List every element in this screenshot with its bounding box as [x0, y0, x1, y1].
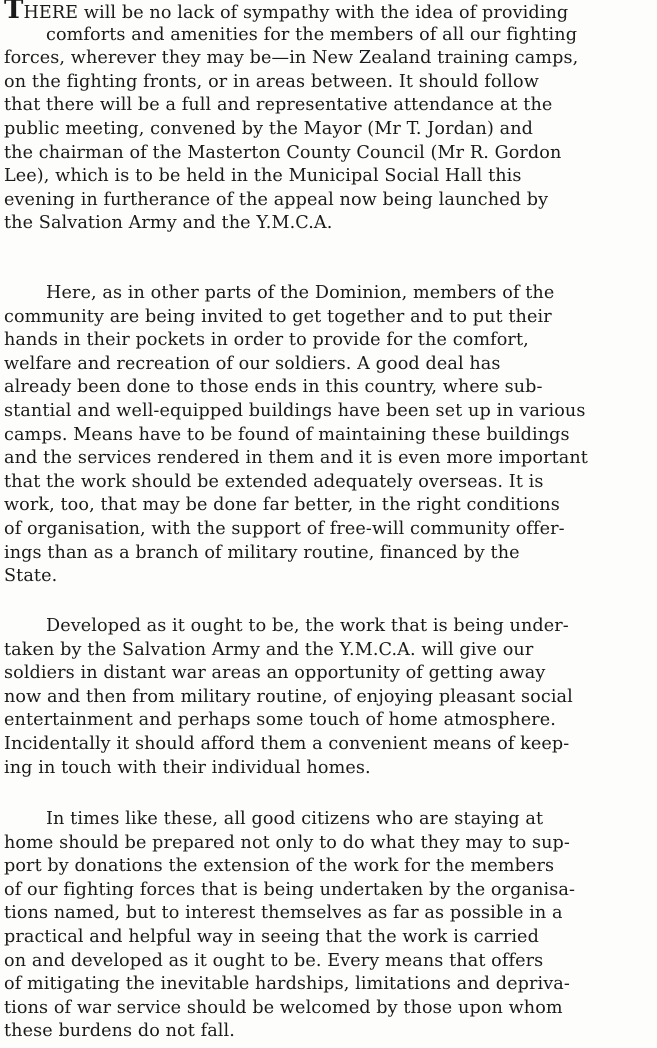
text-line: tions named, but to interest themselves as far as possible in a	[4, 903, 563, 924]
drop-cap: T	[4, 0, 24, 24]
text-line: In times like these, all good citizens who are staying at	[46, 809, 544, 829]
text-line: of organisation, with the support of free-will community offer-	[4, 518, 565, 539]
text-line: Incidentally it should afford them a convenient means of keep-	[4, 733, 570, 754]
text-line: that there will be a full and representative attendance at the	[4, 95, 553, 116]
text-line: on the fighting fronts, or in areas between. It should follow	[4, 71, 539, 92]
text-line: Developed as it ought to be, the work that is being under-	[46, 616, 569, 636]
text-line: entertainment and perhaps some touch of home atmosphere.	[4, 710, 556, 731]
text-line: camps. Means have to be found of maintaining these buildings	[4, 424, 570, 445]
text-line: evening in furtherance of the appeal now being launched by	[4, 189, 549, 210]
text-line: hands in their pockets in order to provide for the comfort,	[4, 330, 529, 351]
text-line: tions of war service should be welcomed by those upon whom	[4, 997, 563, 1018]
text-line: these burdens do not fall.	[4, 1021, 235, 1042]
text-line: soldiers in distant war areas an opportunity of getting away	[4, 663, 546, 684]
text-line: the Salvation Army and the Y.M.C.A.	[4, 213, 333, 234]
paragraph-2	[4, 282, 654, 589]
text-line: work, too, that may be done far better, in the right conditions	[4, 495, 560, 516]
text-line: port by donations the extension of the work for the members	[4, 856, 555, 877]
text-line: that the work should be extended adequately overseas. It is	[4, 471, 544, 492]
text-line: and the services rendered in them and it is even more important	[4, 448, 588, 469]
text-line: Lee), which is to be held in the Municipal Social Hall this	[4, 166, 522, 187]
text-line: ing in touch with their individual homes.	[4, 757, 371, 778]
text-line: already been done to those ends in this country, where sub-	[4, 377, 543, 398]
text-line: welfare and recreation of our soldiers. A good deal has	[4, 353, 501, 374]
text-line: forces, wherever they may be—in New Zealand training camps,	[4, 48, 579, 69]
text-line: comforts and amenities for the members of all our fighting	[46, 24, 578, 45]
text-line: of our fighting forces that is being undertaken by the organisa-	[4, 879, 576, 900]
text-line: community are being invited to get together and to put their	[4, 306, 552, 327]
text-line: of mitigating the inevitable hardships, limitations and depriva-	[4, 974, 570, 995]
text-line: taken by the Salvation Army and the Y.M.C.A. will give our	[4, 639, 534, 660]
text-line: on and developed as it ought to be. Every means that offers	[4, 950, 544, 971]
paragraph-3	[4, 615, 654, 780]
text-line: practical and helpful way in seeing that the work is carried	[4, 926, 539, 947]
paragraph-4	[4, 808, 654, 1044]
text-line: State.	[4, 566, 58, 587]
text-line: public meeting, convened by the Mayor (Mr T. Jordan) and	[4, 118, 533, 139]
text-line: home should be prepared not only to do what they may to sup-	[4, 832, 570, 853]
text-line: the chairman of the Masterton County Council (Mr R. Gordon	[4, 142, 562, 163]
text-line: stantial and well-equipped buildings have been set up in various	[4, 400, 586, 421]
text-line: THERE will be no lack of sympathy with the idea of providing	[4, 0, 654, 24]
text-line: Here, as in other parts of the Dominion, members of the	[46, 283, 555, 303]
text-line: now and then from military routine, of enjoying pleasant social	[4, 686, 573, 707]
paragraph-1	[4, 0, 654, 236]
text-line: ings than as a branch of military routine, financed by the	[4, 542, 520, 563]
